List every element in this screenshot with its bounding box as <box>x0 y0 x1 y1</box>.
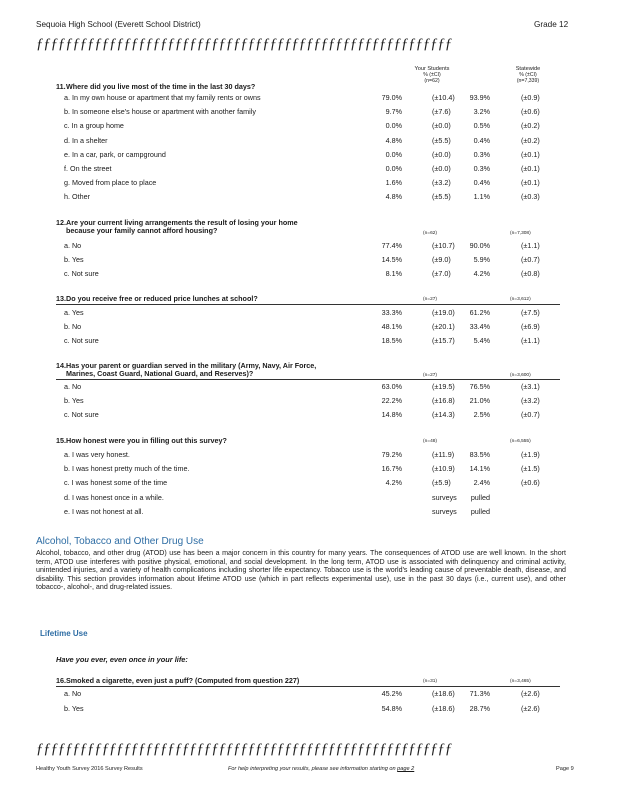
q13-n-state: (n=3,612) <box>510 297 531 302</box>
q16-b-your-ci: (±18.6) <box>432 704 455 713</box>
q11-e-your-ci: (±0.0) <box>432 149 451 159</box>
q15-b-option-label: b. I was honest pretty much of the time. <box>64 464 190 474</box>
q12-b-option-label: b. Yes <box>64 255 84 265</box>
q11-h-state-pct: 1.1% <box>473 192 490 202</box>
q12-a-state-ci: (±1.1) <box>521 241 540 250</box>
q11-c-state-pct: 0.5% <box>473 121 490 131</box>
q13-b-state-ci: (±6.9) <box>521 322 540 332</box>
q16-a-your-pct: 45.2% <box>381 689 402 698</box>
q14-a-your-ci: (±19.5) <box>432 382 455 391</box>
q11-c-your-ci: (±0.0) <box>432 121 451 131</box>
column-state-title: Statewide <box>515 66 541 72</box>
section-paragraph: Alcohol, tobacco, and other drug (ATOD) use has been a major concern in this country for many years. The consequences of ATOD use are well known. In the short term, ATOD use interferes with positive physical, emotional, and social development. In the long term, ATOD use is associated with delinquency and criminal activity, unintended injuries, and a variety of health complications including shorter life expectancy. Tobacco use is the world's leading cause of preventable death, disease, and disability. This section provides information about lifetime ATOD use (which in part reflects experimental use), use in the past 30 days (i.e., current use), and other tobacco-, alcohol-, and drug-related issues. <box>36 549 566 592</box>
grade-label: Grade 12 <box>534 20 569 29</box>
q15-a-your-ci: (±11.9) <box>432 450 455 459</box>
q11-a-your-pct: 79.0% <box>381 93 402 102</box>
q14-b-option-label: b. Yes <box>64 396 84 406</box>
q15-a-option-label: a. I was very honest. <box>64 450 130 459</box>
q11-a-state-ci: (±0.9) <box>521 93 540 102</box>
q16-rule <box>56 686 560 687</box>
lifetime-prompt: Have you ever, even once in your life: <box>56 655 188 664</box>
q13-c-your-pct: 18.5% <box>381 336 402 346</box>
q12-b-your-ci: (±9.0) <box>432 255 451 265</box>
q12-n-state: (n=7,308) <box>510 231 531 236</box>
q15-c-your-pct: 4.2% <box>385 478 402 488</box>
footer-page-link[interactable]: page 2 <box>397 766 415 772</box>
q14-n-state: (n=3,600) <box>510 373 531 378</box>
q11-e-state-ci: (±0.1) <box>521 149 540 159</box>
q12-n-your: (n=62) <box>423 231 437 236</box>
column-state-n: (n=7,339) <box>516 78 540 84</box>
q16-a-your-ci: (±18.6) <box>432 689 455 698</box>
q12-a-your-ci: (±10.7) <box>432 241 455 250</box>
q13-c-your-ci: (±15.7) <box>432 336 455 346</box>
q13-a-state-pct: 61.2% <box>469 308 490 317</box>
q12-c-your-ci: (±7.0) <box>432 269 451 279</box>
q12-a-your-pct: 77.4% <box>381 241 402 250</box>
q13-c-option-label: c. Not sure <box>64 336 99 346</box>
footer-left: Healthy Youth Survey 2016 Survey Results <box>36 766 143 772</box>
question-14: 14.Has your parent or guardian served in the military (Army, Navy, Air Force, Marines, Coast Guard, National Guard, and Reserves)? <box>56 361 317 378</box>
q11-d-option-label: d. In a shelter <box>64 135 108 145</box>
q16-b-option-label: b. Yes <box>64 704 84 713</box>
q14-c-option-label: c. Not sure <box>64 410 99 420</box>
q14-a-option-label: a. No <box>64 382 82 391</box>
q15-e-your-ci: surveys <box>432 506 457 516</box>
q16-a-option-label: a. No <box>64 689 82 698</box>
q15-n-your: (n=48) <box>423 439 437 444</box>
q11-b-your-ci: (±7.6) <box>432 107 451 117</box>
q16-b-your-pct: 54.8% <box>381 704 402 713</box>
q15-e-option-label: e. I was not honest at all. <box>64 506 144 516</box>
q15-c-option-label: c. I was honest some of the time <box>64 478 168 488</box>
q11-f-state-pct: 0.3% <box>473 164 490 173</box>
q11-g-your-ci: (±3.2) <box>432 178 451 188</box>
column-statewide <box>498 66 558 84</box>
q13-rule <box>56 304 560 305</box>
q11-b-state-pct: 3.2% <box>473 107 490 117</box>
q11-g-state-ci: (±0.1) <box>521 178 540 188</box>
q13-c-state-ci: (±1.1) <box>521 336 540 346</box>
q14-b-your-ci: (±16.8) <box>432 396 455 406</box>
q13-a-your-pct: 33.3% <box>381 308 402 317</box>
q15-b-state-pct: 14.1% <box>469 464 490 474</box>
q11-d-your-ci: (±5.5) <box>432 135 451 145</box>
q11-f-your-pct: 0.0% <box>385 164 402 173</box>
q13-c-state-pct: 5.4% <box>473 336 490 346</box>
q15-c-state-ci: (±0.6) <box>521 478 540 488</box>
q14-a-your-pct: 63.0% <box>381 382 402 391</box>
q11-b-option-label: b. In someone else's house or apartment with another family <box>64 107 256 117</box>
q13-b-state-pct: 33.4% <box>469 322 490 332</box>
q13-a-option-label: a. Yes <box>64 308 84 317</box>
footer-separator: ƒƒƒƒƒƒƒƒƒƒƒƒƒƒƒƒƒƒƒƒƒƒƒƒƒƒƒƒƒƒƒƒƒƒƒƒƒƒƒƒƒƒƒƒƒƒƒƒƒƒƒƒƒƒƒƒƒ <box>36 741 453 757</box>
q11-a-state-pct: 93.9% <box>469 93 490 102</box>
q13-b-your-ci: (±20.1) <box>432 322 455 332</box>
question-16: 16.Smoked a cigarette, even just a puff? (Computed from question 227) <box>56 676 300 685</box>
q14-c-state-pct: 2.5% <box>473 410 490 420</box>
q15-n-state: (n=6,555) <box>510 439 531 444</box>
q15-d-your-ci: surveys <box>432 492 457 502</box>
q15-d-state-pct: pulled <box>470 492 490 502</box>
q15-e-state-pct: pulled <box>470 506 490 516</box>
q14-a-state-pct: 76.5% <box>469 382 490 391</box>
q12-c-state-pct: 4.2% <box>473 269 490 279</box>
q11-f-state-ci: (±0.1) <box>521 164 540 173</box>
q13-a-state-ci: (±7.5) <box>521 308 540 317</box>
q11-e-state-pct: 0.3% <box>473 149 490 159</box>
q12-a-option-label: a. No <box>64 241 82 250</box>
q11-g-option-label: g. Moved from place to place <box>64 178 157 188</box>
q12-c-your-pct: 8.1% <box>385 269 402 279</box>
subheading-lifetime-use: Lifetime Use <box>40 629 88 638</box>
column-your-pct: % (±CI) <box>423 72 441 78</box>
q11-d-state-pct: 0.4% <box>473 135 490 145</box>
column-your-n: (n=62) <box>424 78 440 84</box>
q11-d-state-ci: (±0.2) <box>521 135 540 145</box>
q14-b-state-ci: (±3.2) <box>521 396 540 406</box>
q15-d-option-label: d. I was honest once in a while. <box>64 492 164 502</box>
footer-page-number: Page 9 <box>556 766 574 772</box>
q11-c-your-pct: 0.0% <box>385 121 402 131</box>
q14-n-your: (n=27) <box>423 373 437 378</box>
q14-b-state-pct: 21.0% <box>469 396 490 406</box>
q12-b-your-pct: 14.5% <box>381 255 402 265</box>
q13-b-option-label: b. No <box>64 322 82 332</box>
q15-b-your-pct: 16.7% <box>381 464 402 474</box>
q15-a-state-pct: 83.5% <box>469 450 490 459</box>
q16-n-state: (n=3,465) <box>510 679 531 684</box>
q15-b-state-ci: (±1.5) <box>521 464 540 474</box>
q12-b-state-pct: 5.9% <box>473 255 490 265</box>
q12-c-state-ci: (±0.8) <box>521 269 540 279</box>
q11-e-your-pct: 0.0% <box>385 149 402 159</box>
q11-d-your-pct: 4.8% <box>385 135 402 145</box>
q14-a-state-ci: (±3.1) <box>521 382 540 391</box>
question-13: 13.Do you receive free or reduced price lunches at school? <box>56 294 258 303</box>
q11-f-option-label: f. On the street <box>64 164 112 173</box>
q15-c-state-pct: 2.4% <box>473 478 490 488</box>
q11-b-state-ci: (±0.6) <box>521 107 540 117</box>
q16-b-state-pct: 28.7% <box>469 704 490 713</box>
q16-b-state-ci: (±2.6) <box>521 704 540 713</box>
q16-a-state-pct: 71.3% <box>469 689 490 698</box>
question-12: 12.Are your current living arrangements the result of losing your home because your family cannot afford housing? <box>56 218 298 235</box>
q15-a-your-pct: 79.2% <box>381 450 402 459</box>
q11-c-option-label: c. In a group home <box>64 121 124 131</box>
school-name: Sequoia High School (Everett School District) <box>36 20 201 29</box>
q13-b-your-pct: 48.1% <box>381 322 402 332</box>
q12-a-state-pct: 90.0% <box>469 241 490 250</box>
q15-b-your-ci: (±10.9) <box>432 464 455 474</box>
q13-a-your-ci: (±19.0) <box>432 308 455 317</box>
q12-c-option-label: c. Not sure <box>64 269 99 279</box>
footer-help-text: For help interpreting your results, please see information starting on page 2 <box>228 766 415 772</box>
q13-n-your: (n=27) <box>423 297 437 302</box>
question-15: 15.How honest were you in filling out this survey? <box>56 436 227 445</box>
q11-h-option-label: h. Other <box>64 192 90 202</box>
q15-a-state-ci: (±1.9) <box>521 450 540 459</box>
q16-a-state-ci: (±2.6) <box>521 689 540 698</box>
q11-h-state-ci: (±0.3) <box>521 192 540 202</box>
q14-c-your-pct: 14.8% <box>381 410 402 420</box>
q12-b-state-ci: (±0.7) <box>521 255 540 265</box>
q14-b-your-pct: 22.2% <box>381 396 402 406</box>
q16-n-your: (n=31) <box>423 679 437 684</box>
q11-c-state-ci: (±0.2) <box>521 121 540 131</box>
column-state-pct: % (±CI) <box>519 72 537 78</box>
q11-h-your-ci: (±5.5) <box>432 192 451 202</box>
q11-g-state-pct: 0.4% <box>473 178 490 188</box>
q11-a-option-label: a. In my own house or apartment that my family rents or owns <box>64 93 261 102</box>
q11-b-your-pct: 9.7% <box>385 107 402 117</box>
q14-c-state-ci: (±0.7) <box>521 410 540 420</box>
q15-c-your-ci: (±5.9) <box>432 478 451 488</box>
q11-e-option-label: e. In a car, park, or campground <box>64 149 166 159</box>
column-your-students <box>402 66 462 84</box>
q11-f-your-ci: (±0.0) <box>432 164 451 173</box>
column-your-title: Your Students <box>414 66 450 72</box>
q11-g-your-pct: 1.6% <box>385 178 402 188</box>
header-separator: ƒƒƒƒƒƒƒƒƒƒƒƒƒƒƒƒƒƒƒƒƒƒƒƒƒƒƒƒƒƒƒƒƒƒƒƒƒƒƒƒƒƒƒƒƒƒƒƒƒƒƒƒƒƒƒƒƒ <box>36 36 453 52</box>
q11-h-your-pct: 4.8% <box>385 192 402 202</box>
q14-c-your-ci: (±14.3) <box>432 410 455 420</box>
q11-a-your-ci: (±10.4) <box>432 93 455 102</box>
q14-rule <box>56 379 560 380</box>
section-title: Alcohol, Tobacco and Other Drug Use <box>36 536 204 547</box>
question-11: 11.Where did you live most of the time in the last 30 days? <box>56 82 256 91</box>
